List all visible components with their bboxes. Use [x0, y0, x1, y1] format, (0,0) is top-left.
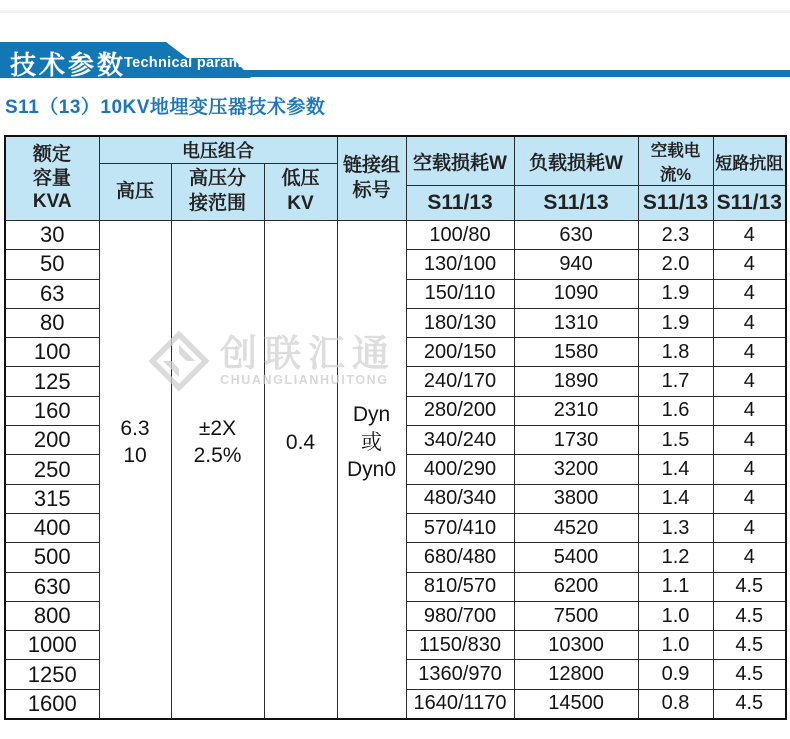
low-voltage-cell: 0.4 — [264, 221, 337, 719]
header-model: S11/13 — [514, 186, 638, 221]
no-load-current-cell: 1.4 — [638, 455, 713, 484]
load-loss-cell: 12800 — [514, 660, 638, 689]
no-load-loss-cell: 980/700 — [406, 601, 514, 630]
no-load-loss-cell: 280/200 — [406, 396, 514, 425]
load-loss-cell: 4520 — [514, 513, 638, 542]
table-body — [5, 221, 786, 719]
impedance-cell: 4 — [713, 484, 786, 513]
load-loss-cell: 5400 — [514, 543, 638, 572]
no-load-loss-cell: 150/110 — [406, 279, 514, 308]
no-load-current-cell: 0.8 — [638, 689, 713, 718]
kva-cell: 80 — [5, 308, 99, 337]
brand-name-en: CHUANGLIANHUITONG — [220, 373, 389, 387]
header-no-load-current: 空载电流% — [638, 136, 713, 186]
impedance-cell: 4.5 — [713, 572, 786, 601]
no-load-loss-cell: 400/290 — [406, 455, 514, 484]
impedance-cell: 4 — [713, 308, 786, 337]
impedance-cell: 4 — [713, 338, 786, 367]
no-load-loss-cell: 480/340 — [406, 484, 514, 513]
banner-title: 技术参数 — [10, 50, 127, 80]
impedance-cell: 4 — [713, 543, 786, 572]
no-load-current-cell: 1.8 — [638, 338, 713, 367]
impedance-cell: 4.5 — [713, 631, 786, 660]
no-load-current-cell: 1.3 — [638, 513, 713, 542]
kva-cell: 1600 — [5, 689, 99, 718]
impedance-cell: 4.5 — [713, 601, 786, 630]
impedance-cell: 4.5 — [713, 660, 786, 689]
load-loss-cell: 1730 — [514, 426, 638, 455]
load-loss-cell: 630 — [514, 221, 638, 250]
header-vector-group: 链接组 标号 — [337, 136, 406, 221]
header-tap-range: 高压分 接范围 — [171, 164, 264, 221]
header-load-loss: 负载损耗W — [514, 136, 638, 186]
table-header — [5, 136, 786, 221]
impedance-cell: 4 — [713, 279, 786, 308]
load-loss-cell: 1310 — [514, 308, 638, 337]
kva-cell: 30 — [5, 221, 99, 250]
no-load-current-cell: 1.6 — [638, 396, 713, 425]
no-load-loss-cell: 810/570 — [406, 572, 514, 601]
kva-cell: 160 — [5, 396, 99, 425]
no-load-loss-cell: 680/480 — [406, 543, 514, 572]
load-loss-cell: 1580 — [514, 338, 638, 367]
header-model: S11/13 — [713, 186, 786, 221]
no-load-loss-cell: 1640/1170 — [406, 689, 514, 718]
no-load-current-cell: 1.9 — [638, 279, 713, 308]
page-title: S11（13）10KV地埋变压器技术参数 — [5, 97, 326, 118]
load-loss-cell: 1090 — [514, 279, 638, 308]
load-loss-cell: 7500 — [514, 601, 638, 630]
header-impedance: 短路抗阻 — [713, 136, 786, 186]
no-load-loss-cell: 570/410 — [406, 513, 514, 542]
kva-cell: 125 — [5, 367, 99, 396]
no-load-current-cell: 2.3 — [638, 221, 713, 250]
load-loss-cell: 10300 — [514, 631, 638, 660]
header-model: S11/13 — [638, 186, 713, 221]
kva-cell: 630 — [5, 572, 99, 601]
impedance-cell: 4 — [713, 367, 786, 396]
no-load-current-cell: 1.9 — [638, 308, 713, 337]
no-load-current-cell: 1.2 — [638, 543, 713, 572]
header-low-voltage: 低压 KV — [264, 164, 337, 221]
kva-cell: 63 — [5, 279, 99, 308]
header-no-load-loss: 空载损耗W — [406, 136, 514, 186]
no-load-current-cell: 1.5 — [638, 426, 713, 455]
impedance-cell: 4 — [713, 250, 786, 279]
no-load-loss-cell: 340/240 — [406, 426, 514, 455]
kva-cell: 250 — [5, 455, 99, 484]
impedance-cell: 4 — [713, 426, 786, 455]
impedance-cell: 4 — [713, 396, 786, 425]
kva-cell: 50 — [5, 250, 99, 279]
load-loss-cell: 3800 — [514, 484, 638, 513]
header-voltage-combo: 电压组合 — [99, 136, 337, 164]
no-load-current-cell: 0.9 — [638, 660, 713, 689]
kva-cell: 315 — [5, 484, 99, 513]
no-load-current-cell: 1.0 — [638, 601, 713, 630]
no-load-loss-cell: 1150/830 — [406, 631, 514, 660]
no-load-current-cell: 1.4 — [638, 484, 713, 513]
table-row — [5, 221, 786, 250]
no-load-current-cell: 1.0 — [638, 631, 713, 660]
kva-cell: 1000 — [5, 631, 99, 660]
impedance-cell: 4 — [713, 221, 786, 250]
no-load-current-cell: 1.7 — [638, 367, 713, 396]
banner-subtitle: Technical parameter — [124, 55, 270, 71]
no-load-loss-cell: 240/170 — [406, 367, 514, 396]
no-load-loss-cell: 200/150 — [406, 338, 514, 367]
no-load-loss-cell: 130/100 — [406, 250, 514, 279]
header-capacity — [5, 136, 99, 221]
kva-cell: 100 — [5, 338, 99, 367]
kva-cell: 1250 — [5, 660, 99, 689]
vector-group-cell: Dyn 或 Dyn0 — [337, 221, 406, 719]
no-load-current-cell: 2.0 — [638, 250, 713, 279]
header-high-voltage: 高压 — [99, 164, 171, 221]
impedance-cell: 4.5 — [713, 689, 786, 718]
header-model: S11/13 — [406, 186, 514, 221]
load-loss-cell: 2310 — [514, 396, 638, 425]
load-loss-cell: 6200 — [514, 572, 638, 601]
kva-cell: 400 — [5, 513, 99, 542]
no-load-loss-cell: 1360/970 — [406, 660, 514, 689]
load-loss-cell: 1890 — [514, 367, 638, 396]
load-loss-cell: 14500 — [514, 689, 638, 718]
top-divider — [0, 10, 790, 13]
high-voltage-cell: 6.3 10 — [99, 221, 171, 719]
no-load-loss-cell: 100/80 — [406, 221, 514, 250]
load-loss-cell: 3200 — [514, 455, 638, 484]
kva-cell: 200 — [5, 426, 99, 455]
spec-table — [4, 135, 787, 720]
kva-cell: 500 — [5, 543, 99, 572]
impedance-cell: 4 — [713, 455, 786, 484]
no-load-loss-cell: 180/130 — [406, 308, 514, 337]
impedance-cell: 4 — [713, 513, 786, 542]
kva-cell: 800 — [5, 601, 99, 630]
load-loss-cell: 940 — [514, 250, 638, 279]
brand-name: 创联汇通 — [220, 333, 396, 374]
no-load-current-cell: 1.1 — [638, 572, 713, 601]
header-capacity-label: 额定 容量 KVA — [32, 143, 72, 213]
tap-range-cell: ±2X 2.5% — [171, 221, 264, 719]
